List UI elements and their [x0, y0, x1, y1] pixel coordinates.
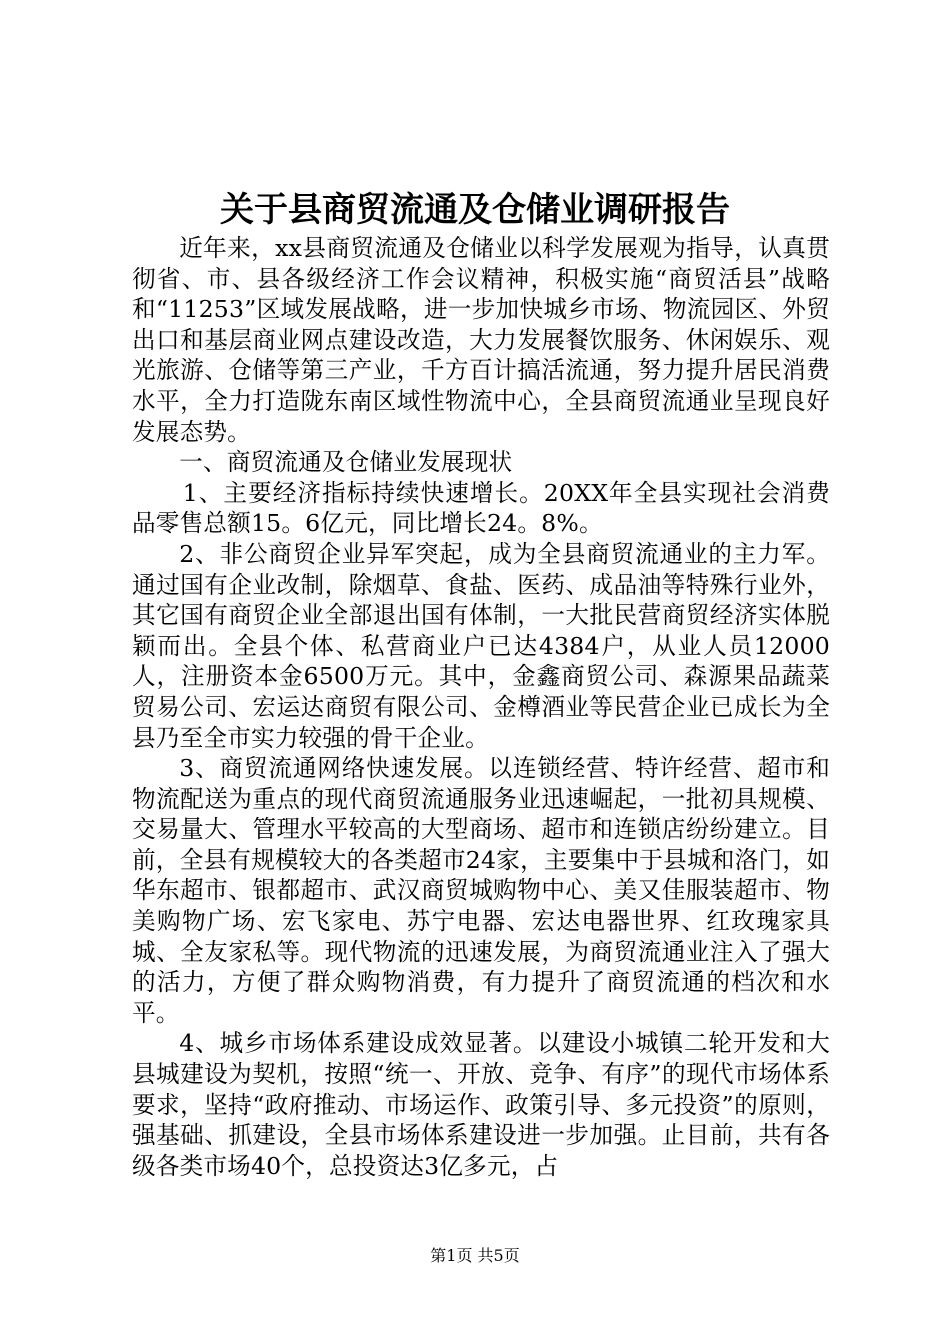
document-body — [132, 233, 830, 1181]
section-heading: 一、商贸流通及仓储业发展现状 — [179, 448, 513, 477]
paragraph-item-1: 1、主要经济指标持续快速增长。20XX年全县实现社会消费品零售总额15。6亿元，同比增长24。8%。 — [132, 478, 830, 538]
paragraph-item-4: 4、城乡市场体系建设成效显著。以建设小城镇二轮开发和大县城建设为契机，按照“统一、开放、竞争、有序”的现代市场体系要求，坚持“政府推动、市场运作、政策引导、多元投资”的原则，强基础、抓建设，全县市场体系建设进一步加强。止目前，共有各级各类市场40个，总投资达3亿多元，占 — [132, 1029, 830, 1180]
paragraph-item-3: 3、商贸流通网络快速发展。以连锁经营、特许经营、超市和物流配送为重点的现代商贸流通服务业迅速崛起，一批初具规模、交易量大、管理水平较高的大型商场、超市和连锁店纷纷建立。目前，全县有规模较大的各类超市24家，主要集中于县城和洛门，如华东超市、银都超市、武汉商贸城购物中心、美又佳服装超市、物美购物广场、宏飞家电、苏宁电器、宏达电器世界、红玫瑰家具城、全友家私等。现代物流的迅速发展，为商贸流通业注入了强大的活力，方便了群众购物消费，有力提升了商贸流通的档次和水平。 — [132, 754, 830, 1027]
document-title: 关于县商贸流通及仓储业调研报告 — [220, 190, 730, 230]
page-number: 第1页 共5页 — [430, 1246, 520, 1265]
paragraph-item-2: 2、非公商贸企业异军突起，成为全县商贸流通业的主力军。通过国有企业改制，除烟草、食盐、医药、成品油等特殊行业外，其它国有商贸企业全部退出国有体制，一大批民营商贸经济实体脱颖而出。全县个体、私营商业户已达4384户，从业人员12000人，注册资本金6500万元。其中，金鑫商贸公司、森源果品蔬菜贸易公司、宏运达商贸有限公司、金樽酒业等民营企业已成长为全县乃至全市实力较强的骨干企业。 — [132, 539, 830, 752]
paragraph-intro: 近年来，xx县商贸流通及仓储业以科学发展观为指导，认真贯彻省、市、县各级经济工作会议精神，积极实施“商贸活县”战略和“11253”区域发展战略，进一步加快城乡市场、物流园区、外贸出口和基层商业网点建设改造，大力发展餐饮服务、休闲娱乐、观光旅游、仓储等第三产业，千方百计搞活流通，努力提升居民消费水平，全力打造陇东南区域性物流中心，全县商贸流通业呈现良好发展态势。 — [132, 234, 830, 446]
